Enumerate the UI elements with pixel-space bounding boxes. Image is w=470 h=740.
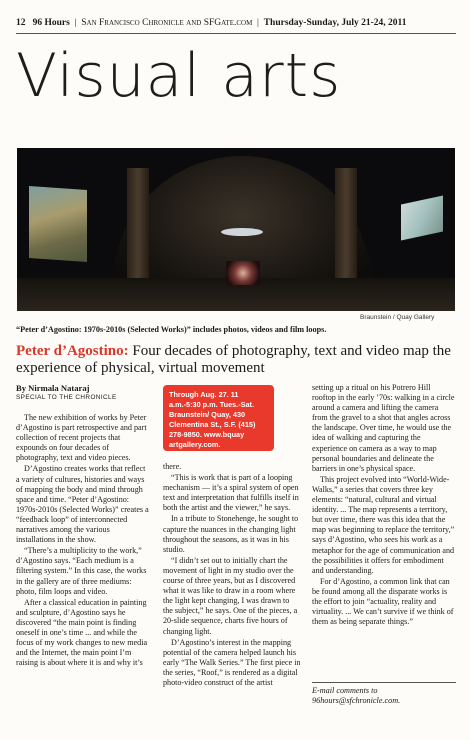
article-column-2 (163, 462, 301, 689)
email-address[interactable]: 96hours@sfchronicle.com. (312, 696, 401, 705)
photo-screen-left (29, 186, 87, 262)
photo-caption: “Peter d’Agostino: 1970s-2010s (Selected Works)” includes photos, videos and film loops. (16, 325, 327, 334)
byline-author: By Nirmala Nataraj (16, 383, 90, 393)
section-name: 96 Hours (32, 18, 70, 28)
photo-ceiling-screen (221, 228, 263, 236)
column-1-paragraph: “There’s a multiplicity to the work,” d’Agostino says. “Each medium is a filtering system.” In this case, the works in the gallery are of three mediums: photo, film loops and video. (16, 546, 147, 596)
column-1-paragraph: The new exhibition of works by Peter d’Agostino is part retrospective and part collection of recent projects that expounds on four decades of photography, text and video pieces. (16, 413, 147, 463)
byline-affiliation: SPECIAL TO THE CHRONICLE (16, 394, 117, 401)
article-deck (16, 343, 456, 377)
header-rule (16, 33, 456, 34)
column-2-paragraph: “I didn’t set out to initially chart the movement of light in my studio over the course of three years, but as I discovered what it was like to draw in a room where the light kept changing, I was drawn to the subject,” he says. One of the pieces, a 20-slide sequence, charts five hours of changing light. (163, 555, 298, 636)
page-header (16, 18, 456, 28)
gallery-photo (17, 148, 455, 311)
column-2-paragraph: D’Agostino’s interest in the mapping potential of the camera helped launch his early “The Walk Series.” The first piece in the series, “Roof,” is rendered as a digital photo-video construct of the artist (163, 637, 301, 687)
column-2-paragraph: there. (163, 462, 182, 471)
footer-rule (312, 682, 456, 683)
column-3-paragraph: setting up a ritual on his Potrero Hill rooftop in the early ’70s: walking in a circle around a camera and lifting the camera from the gravel to a shot that angles across the landscape. Over time, he would use the idea of walking and capturing the experience on camera as a way to map personal boundaries and delineate the barriers in one’s physical space. (312, 383, 455, 473)
column-1-paragraph: After a classical education in painting and sculpture, d’Agostino says he discovered “the main point is finding oneself in one’s time ... and while the focus of my work changes to new media and the Internet, the main point I’m raising is about where it is and why it’s (16, 597, 148, 668)
photo-screen-center (226, 261, 260, 285)
photo-credit: Braunstein / Quay Gallery (360, 314, 435, 321)
publication-name: San Francisco Chronicle and SFGate.com (81, 18, 253, 28)
photo-pillar-right (335, 168, 357, 296)
photo-pillar-left (127, 168, 149, 296)
column-3-paragraph: For d’Agostino, a common link that can be found among all the disparate works is the effort to join “actuality, reality and virtuality. ... We can’t survive if we think of them as being separate things.” (312, 576, 454, 627)
article-column-1 (16, 413, 149, 669)
header-separator-2: | (257, 18, 259, 28)
article-column-3 (312, 383, 456, 628)
column-2-paragraph: In a tribute to Stonehenge, he sought to capture the nuances in the changing light throughout the seasons, as it was in his studio. (163, 514, 299, 554)
deck-text: Four decades of photography, text and video map the experience of physical, virtual movement (16, 343, 451, 376)
deck-artist-name: Peter d’Agostino: (16, 343, 129, 359)
photo-screen-right (401, 196, 443, 241)
page-number: 12 (16, 18, 26, 28)
issue-date: Thursday-Sunday, July 21-24, 2011 (263, 18, 407, 28)
column-3-paragraph: This project evolved into “World-Wide-Walks,” a series that covers three key elements: “natural, cultural and virtual identity. ... The map represents a territory, but over time, there was this idea that the map was beginning to replace the territory,” says d’Agostino, who sees his work as a metaphor for the age of communication and the possibilities it offers for embodiment and understanding. (312, 474, 455, 575)
column-2-paragraph: “This is work that is part of a looping mechanism — it’s a spiral system of open text and interpretation that fulfills itself in both the artist and the viewer,” he says. (163, 473, 299, 513)
email-footer-line: E-mail comments to (312, 686, 378, 695)
email-footer (312, 686, 456, 706)
section-title: Visual arts (16, 41, 342, 111)
column-1-paragraph: D’Agostino creates works that reflect a variety of cultures, histories and ways of mapping the body and mind through space and time. “Peter d’Agostino: 1970s-2010s (Selected Works)” creates a “feedback loop” of interconnected narratives among the various installations in the show. (16, 464, 149, 545)
header-separator: | (74, 18, 77, 28)
event-info-box: Through Aug. 27. 11 a.m.-5:30 p.m. Tues.-Sat. Braunstein/ Quay, 430 Clementina St., S.F. (415) 278-9850. www.bquay artgallery.com. (163, 385, 274, 451)
